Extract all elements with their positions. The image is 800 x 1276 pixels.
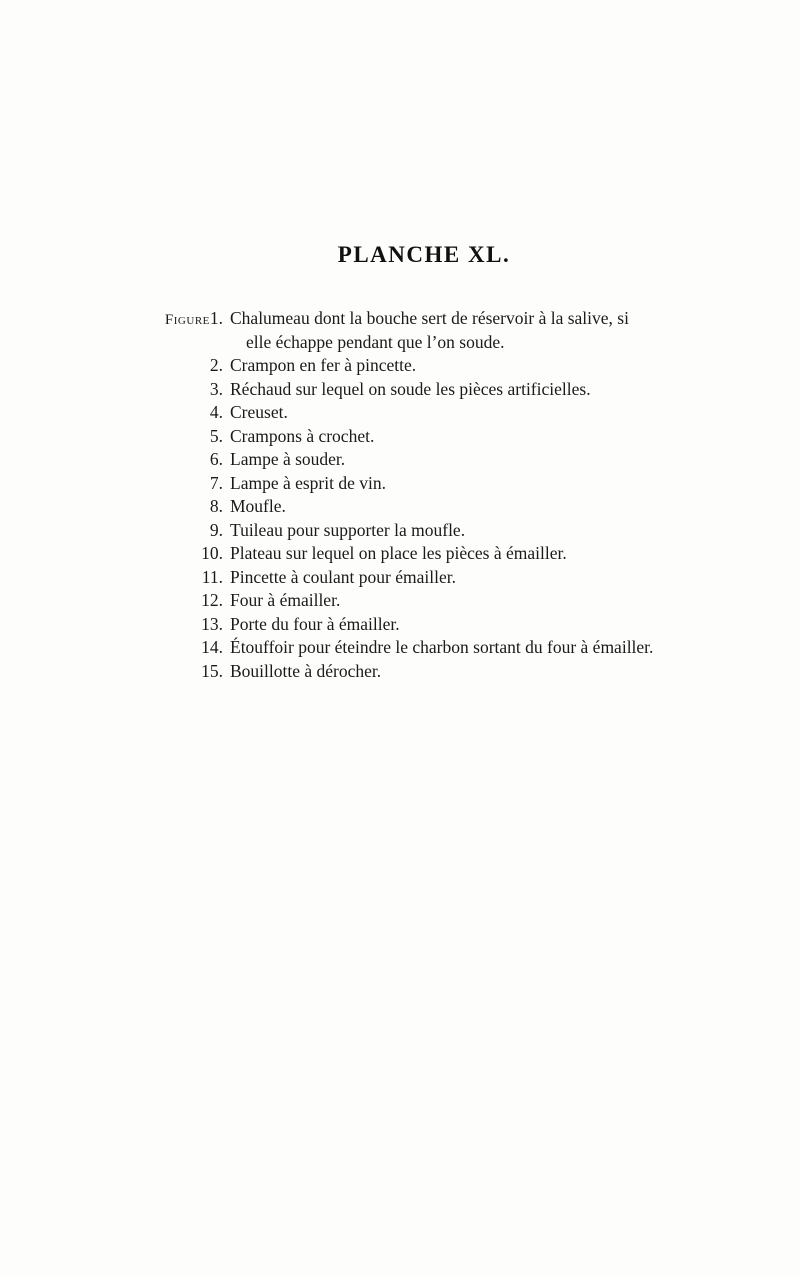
legend-entry (0, 354, 800, 378)
entry-text-continuation: elle échappe pendant que l’on soude. (246, 331, 505, 352)
legend-entry (0, 401, 800, 425)
entry-number: 6. (209, 449, 223, 469)
entry-number: 10. (201, 543, 223, 563)
legend-entry (0, 472, 800, 496)
entry-text: Crampon en fer à pincette. (230, 355, 417, 375)
legend-entry (0, 378, 800, 402)
entry-number: 11. (201, 566, 223, 587)
legend-entry (0, 613, 800, 637)
entry-text: Tuileau pour supporter la moufle. (230, 519, 466, 540)
entry-text: Plateau sur lequel on place les pièces à émailler. (230, 543, 567, 563)
entry-number: 4. (209, 402, 223, 422)
entry-text: Bouillotte à dérocher. (230, 660, 382, 681)
entry-text: Chalumeau dont la bouche sert de réservoir à la salive, si (230, 308, 629, 328)
entry-lead (143, 307, 223, 333)
entry-text: Lampe à esprit de vin. (230, 472, 386, 493)
entry-text: Moufle. (230, 496, 286, 516)
entry-text: Four à émailler. (230, 590, 341, 610)
entry-text: Pincette à coulant pour émailler. (230, 566, 456, 587)
legend-entry (0, 307, 800, 354)
legend-entry (0, 519, 800, 543)
entry-text: Porte du four à émailler. (230, 613, 400, 634)
entry-text: Creuset. (230, 402, 288, 422)
legend-entry (0, 495, 800, 519)
legend-entry (0, 660, 800, 684)
figure-label: Figure (164, 312, 210, 328)
legend-entry (0, 589, 800, 613)
entry-number: 2. (209, 355, 223, 375)
entry-number: 13. (201, 613, 223, 634)
entry-number: 5. (209, 425, 223, 446)
legend-entry (0, 636, 800, 660)
entry-text: Lampe à souder. (230, 449, 346, 469)
entry-number: 7. (209, 472, 223, 493)
entry-number: 8. (209, 496, 223, 516)
entry-number: 12. (201, 590, 223, 610)
legend-entry (0, 425, 800, 449)
figure-legend (0, 307, 800, 683)
legend-entry (0, 542, 800, 566)
entry-text: Crampons à crochet. (230, 425, 375, 446)
legend-entry (0, 566, 800, 590)
entry-number: 3. (209, 378, 223, 399)
entry-text: Étouffoir pour éteindre le charbon sortant du four à émailler. (230, 637, 654, 657)
plate-title: PLANCHE XL. (337, 242, 511, 267)
legend-entry (0, 448, 800, 472)
entry-number: 1. (209, 308, 223, 328)
entry-number: 9. (209, 519, 223, 540)
entry-number: 14. (201, 637, 223, 657)
entry-text: Réchaud sur lequel on soude les pièces artificielles. (230, 378, 591, 399)
entry-number: 15. (201, 660, 223, 681)
